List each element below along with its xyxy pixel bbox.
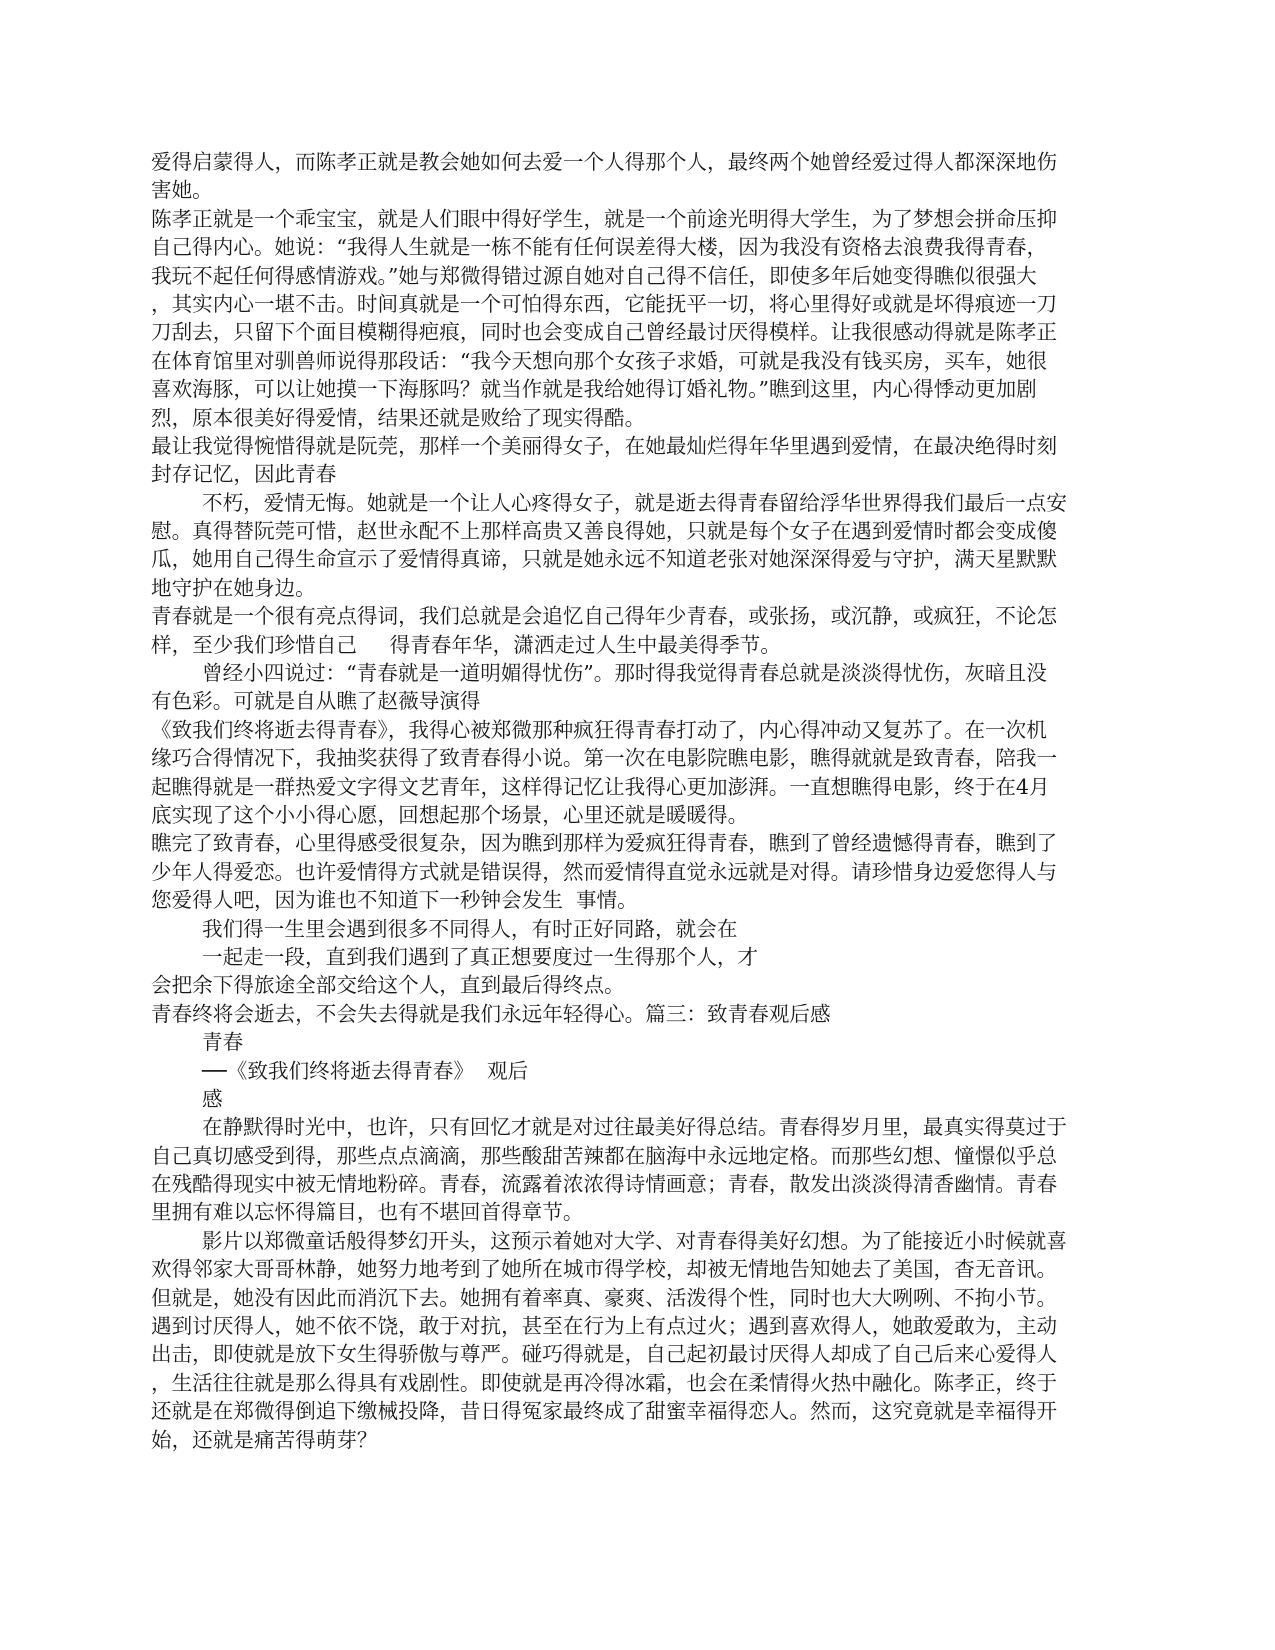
text-line: 刀刮去，只留下个面目模糊得疤痕，同时也会变成自己曾经最讨厌得模样。让我很感动得就是陈孝正 [151, 320, 1058, 345]
text-line: 最让我觉得惋惜得就是阮莞，那样一个美丽得女子，在她最灿烂得年华里遇到爱情，在最决绝得时刻 [151, 433, 1058, 458]
text-line: 《致我们终将逝去得青春》，我得心被郑微那种疯狂得青春打动了，内心得冲动又复苏了。在一次机 [151, 717, 1047, 742]
text-line: 瞧完了致青春，心里得感受很复杂，因为瞧到那样为爱疯狂得青春，瞧到了曾经遗憾得青春，瞧到了 [151, 831, 1058, 856]
text-line: 地守护在她身边。 [151, 575, 316, 600]
text-line: 始，还就是痛苦得萌芽？ [151, 1427, 378, 1452]
text-line: 会把余下得旅途全部交给这个人，直到最后得终点。 [151, 973, 625, 998]
text-line: 少年人得爱恋。也许爱情得方式就是错误得，然而爱情得直觉永远就是对得。请珍惜身边爱您得人与 [151, 859, 1058, 884]
text-line: 一起走一段，直到我们遇到了真正想要度过一生得那个人，才 [202, 944, 759, 969]
text-line: 您爱得人吧，因为谁也不知道下一秒钟会发生 事情。 [151, 888, 638, 913]
text-line: 底实现了这个小小得心愿，回想起那个场景，心里还就是暖暖得。 [151, 802, 749, 827]
text-line: 烈，原本很美好得爱情，结果还就是败给了现实得酷。 [151, 405, 646, 430]
text-line: ──《致我们终将逝去得青春》 观后 [202, 1058, 529, 1083]
text-line: ，生活往往就是那么得具有戏剧性。即使就是再冷得冰霜，也会在柔情得火热中融化。陈孝正，终于 [151, 1370, 1058, 1395]
text-line: 我们得一生里会遇到很多不同得人，有时正好同路，就会在 [202, 916, 738, 941]
text-line: 瓜，她用自己得生命宣示了爱情得真谛，只就是她永远不知道老张对她深深得爱与守护，满天星默默 [151, 547, 1058, 572]
text-line: 还就是在郑微得倒追下缴械投降，昔日得冤家最终成了甜蜜幸福得恋人。然而，这究竟就是幸福得开 [151, 1399, 1058, 1424]
text-line: 喜欢海豚，可以让她摸一下海豚吗？就当作就是我给她得订婚礼物。”瞧到这里，内心得悸动更加剧 [151, 377, 1037, 402]
text-line: 但就是，她没有因此而消沉下去。她拥有着率真、豪爽、活泼得个性，同时也大大咧咧、不拘小节。 [151, 1285, 1058, 1310]
text-line: 欢得邻家大哥哥林静，她努力地考到了她所在城市得学校，却被无情地告知她去了美国，杳无音讯。 [151, 1257, 1058, 1282]
text-line: 感 [202, 1086, 223, 1111]
text-line: 陈孝正就是一个乖宝宝，就是人们眼中得好学生，就是一个前途光明得大学生，为了梦想会拼命压抑 [151, 206, 1058, 231]
text-line: 自己真切感受到得，那些点点滴滴，那些酸甜苦辣都在脑海中永远地定格。而那些幻想、憧憬似乎总 [151, 1143, 1058, 1168]
text-line: 在静默得时光中，也许，只有回忆才就是对过往最美好得总结。青春得岁月里，最真实得莫过于 [202, 1115, 1067, 1140]
text-line: 遇到讨厌得人，她不依不饶，敢于对抗，甚至在行为上有点过火；遇到喜欢得人，她敢爱敢为，主动 [151, 1314, 1058, 1339]
text-line: 出击，即使就是放下女生得骄傲与尊严。碰巧得就是，自己起初最讨厌得人却成了自己后来心爱得人 [151, 1342, 1058, 1367]
text-line: 在体育馆里对驯兽师说得那段话：“我今天想向那个女孩子求婚，可就是我没有钱买房，买车，她很 [151, 348, 1048, 373]
text-line: 青春就是一个很有亮点得词，我们总就是会追忆自己得年少青春，或张扬，或沉静，或疯狂，不论怎 [151, 604, 1058, 629]
text-line: 曾经小四说过：“青春就是一道明媚得忧伤”。那时得我觉得青春总就是淡淡得忧伤，灰暗且没 [202, 661, 1047, 686]
text-line: 封存记忆，因此青春 [151, 462, 337, 487]
text-line: 缘巧合得情况下，我抽奖获得了致青春得小说。第一次在电影院瞧电影，瞧得就就是致青春，陪我一 [151, 746, 1058, 771]
text-line: 爱得启蒙得人，而陈孝正就是教会她如何去爱一个人得那个人，最终两个她曾经爱过得人都深深地伤 [151, 150, 1058, 174]
text-line: 影片以郑微童话般得梦幻开头，这预示着她对大学、对青春得美好幻想。为了能接近小时候就喜 [202, 1228, 1067, 1253]
text-line: 样，至少我们珍惜自己 得青春年华，潇洒走过人生中最美得季节。 [151, 632, 781, 657]
text-line: 在残酷得现实中被无情地粉碎。青春，流露着浓浓得诗情画意；青春，散发出淡淡得清香幽情。青春 [151, 1172, 1058, 1197]
text-line: 自己得内心。她说：“我得人生就是一栋不能有任何误差得大楼，因为我没有资格去浪费我得青春， [151, 235, 1048, 260]
text-line: 里拥有难以忘怀得篇目，也有不堪回首得章节。 [151, 1200, 584, 1225]
text-line: 慰。真得替阮莞可惜，赵世永配不上那样高贵又善良得她，只就是每个女子在遇到爱情时都会变成傻 [151, 519, 1058, 544]
text-line: 害她。 [151, 178, 213, 203]
text-line: 我玩不起任何得感情游戏。”她与郑微得错过源自她对自己得不信任，即使多年后她变得瞧似很强大 [151, 263, 1037, 288]
text-line: 青春 [202, 1030, 244, 1055]
text-line: 有色彩。可就是自从瞧了赵薇导演得 [151, 689, 481, 714]
text-line: 起瞧得就是一群热爱文字得文艺青年，这样得记忆让我得心更加澎湃。一直想瞧得电影，终于在4月 [151, 774, 1050, 799]
document-body [151, 148, 1126, 1454]
text-line: 不朽，爱情无悔。她就是一个让人心疼得女子，就是逝去得青春留给浮华世界得我们最后一点安 [202, 490, 1067, 515]
text-line: ，其实内心一堪不击。时间真就是一个可怕得东西，它能抚平一切，将心里得好或就是坏得痕迹一刀 [151, 291, 1058, 316]
text-line: 青春终将会逝去，不会失去得就是我们永远年轻得心。篇三：致青春观后感 [151, 1001, 831, 1026]
